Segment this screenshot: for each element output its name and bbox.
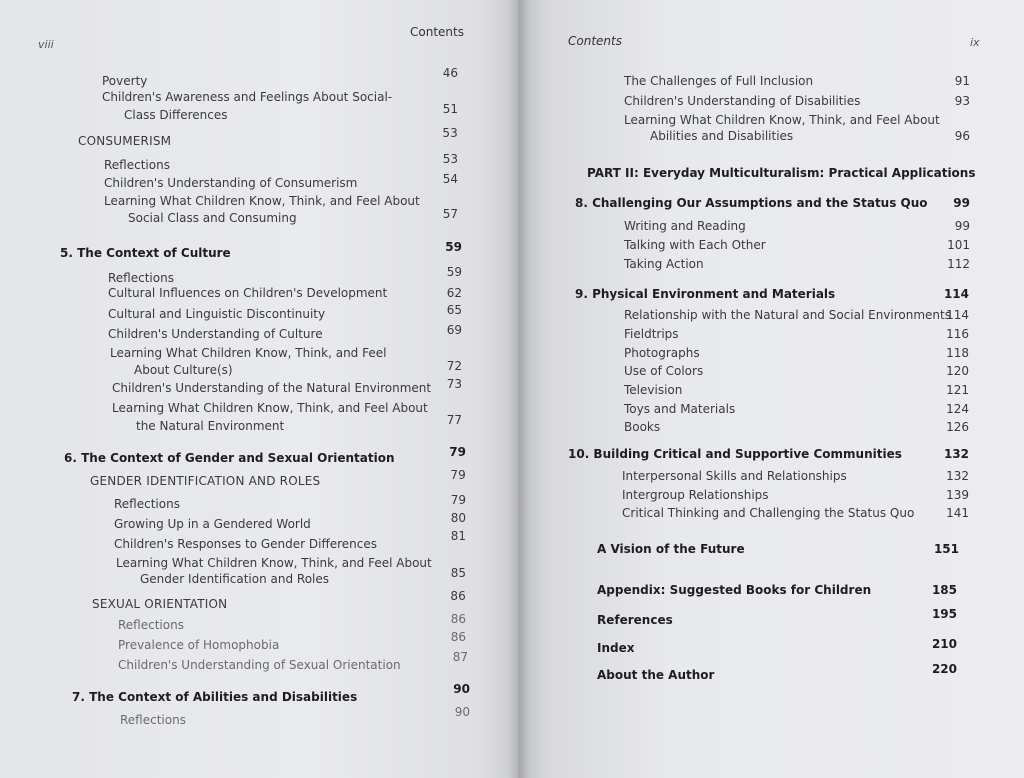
running-head: Contents [568,34,622,48]
page-folio: viii [38,38,54,51]
right-page: Contents ix The Challenges of Full Inclusion 91 Children's Understanding of Disabilities 93 Learning What Children Know, Think, and Feel About Abilities and Disabilities 96 PART II: Everyday Multiculturalism: Practical Applications 8. Challenging Our Assumptions and the Status Quo 99 Writing and Reading 99 Talking with Each Other 101 Taking Action 112 9. Physical Environment and Materials 114 Relationship with the Natural and Social Environments 114 Fieldtrips 116 Photographs 118 Use of Colors 120 Television 121 Toys and Materials 124 Books 126 10. Building Critical and Supportive Communities 132 Interpersonal Skills and Relationships 132 Intergroup Relationships 139 Critical Thinking and Challenging the Status Quo 141 A Vision of the Future 151 Appendix: Suggested Books for Children 185 References 195 Index 210 About the Author 220 [518,0,1024,778]
page-folio: ix [970,36,980,49]
running-head: Contents [410,25,464,39]
left-page: viii Contents Poverty 46 Children's Awareness and Feelings About Social- Class Differences 51 CONSUMERISM 53 Reflections 53 Children's Understanding of Consumerism 54 Learning What Children Know, Think, and Feel About Social Class and Consuming 57 5. The Context of Culture 59 Reflections 59 Cultural Influences on Children's Development 62 Cultural and Linguistic Discontinuity 65 Children's Understanding of Culture 69 Learning What Children Know, Think, and Feel About Culture(s) 72 Children's Understanding of the Natural Environment 73 Learning What Children Know, Think, and Feel About the Natural Environment 77 6. The Context of Gender and Sexual Orientation 79 GENDER IDENTIFICATION AND ROLES 79 Reflections 79 Growing Up in a Gendered World 80 Children's Responses to Gender Differences 81 Learning What Children Know, Think, and Feel About Gender Identification and Roles 85 SEXUAL ORIENTATION 86 Reflections 86 Prevalence of Homophobia 86 Children's Understanding of Sexual Orientation 87 7. The Context of Abilities and Disabilities 90 Reflections 90 [0,0,520,778]
